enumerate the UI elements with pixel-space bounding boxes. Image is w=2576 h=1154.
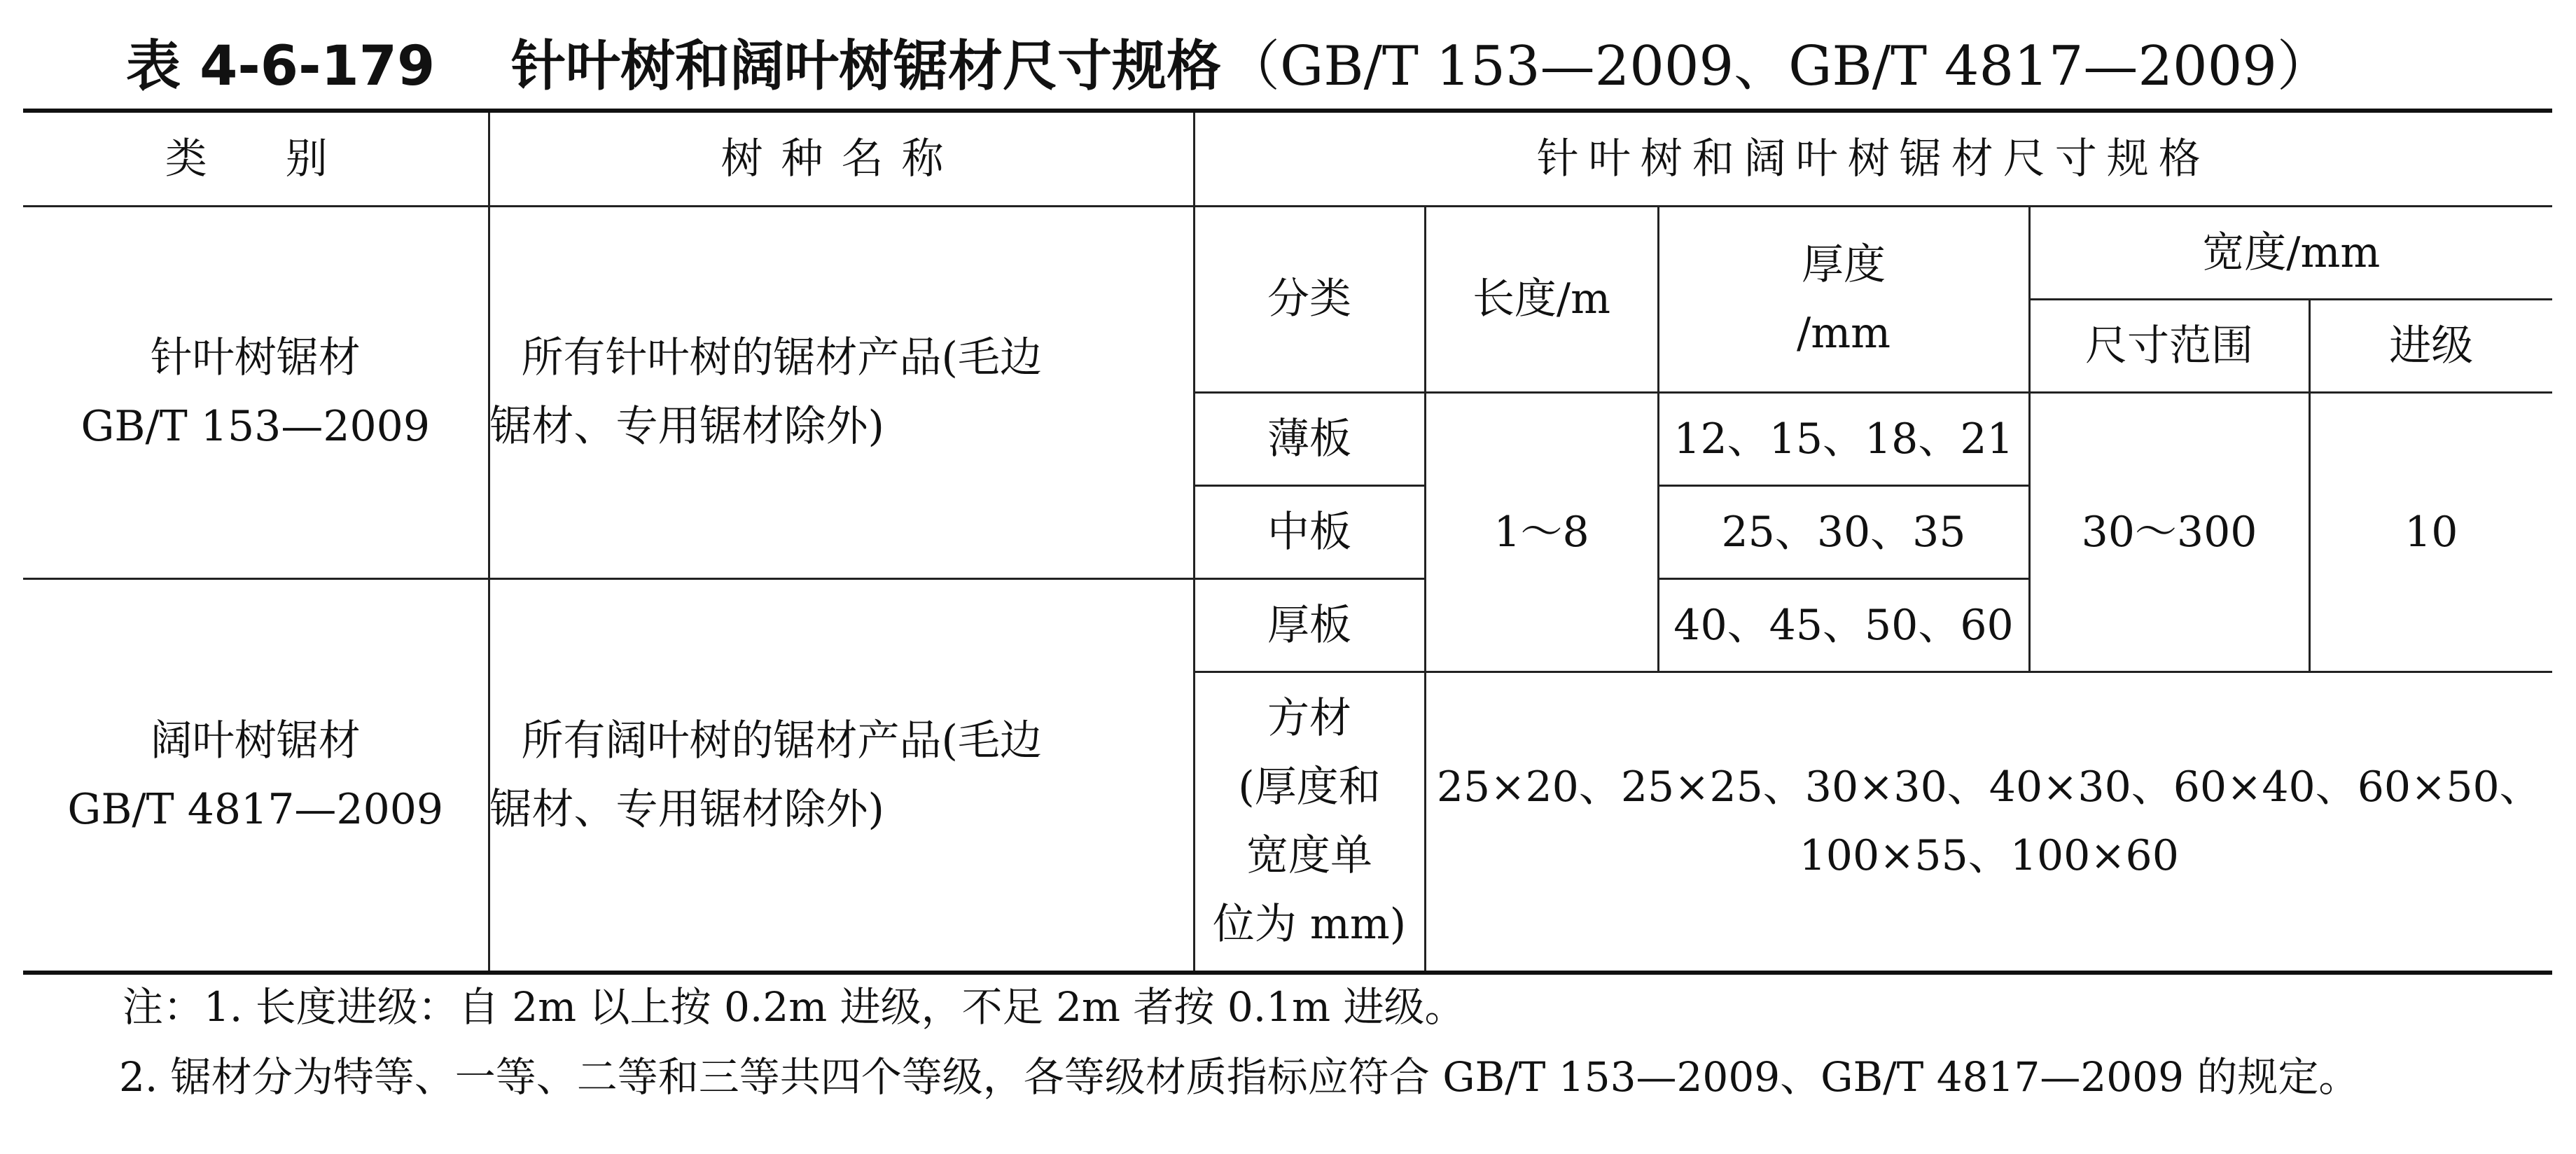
width-increment-value: 10 — [2309, 392, 2552, 672]
note-1: 注：1. 长度进级：自 2m 以上按 0.2m 进级，不足 2m 者按 0.1m 进级。 — [123, 983, 1465, 1031]
thickness-thin-board: 12、15、18、21 — [1658, 392, 2029, 485]
class-thick-board: 厚板 — [1194, 578, 1425, 672]
table-notes — [119, 972, 2559, 1101]
species-hardwood: 所有阔叶树的锯材产品(毛边 锯材、专用锯材除外) — [489, 578, 1194, 973]
table-caption — [28, 21, 2549, 112]
subheader-thickness: 厚度 /mm — [1658, 206, 2029, 392]
table-number: 表 4-6-179 — [126, 35, 436, 98]
header-species: 树种名称 — [489, 111, 1194, 206]
class-medium-board: 中板 — [1194, 485, 1425, 578]
width-range-value: 30～300 — [2029, 392, 2309, 672]
length-value: 1～8 — [1425, 392, 1658, 672]
table-standards: （GB/T 153—2009、GB/T 4817—2009） — [1225, 35, 2332, 98]
subheader-width: 宽度/mm — [2029, 206, 2552, 299]
class-square-timber: 方材 (厚度和 宽度单 位为 mm) — [1194, 672, 1425, 973]
category-softwood: 针叶树锯材 GB/T 153—2009 — [23, 206, 489, 578]
subheader-size-range: 尺寸范围 — [2029, 299, 2309, 392]
lumber-size-table — [23, 109, 2552, 975]
square-timber-sizes: 25×20、25×25、30×30、40×30、60×40、60×50、 100×55、100×60 — [1425, 672, 2552, 973]
class-thin-board: 薄板 — [1194, 392, 1425, 485]
subheader-classification: 分类 — [1194, 206, 1425, 392]
subheader-length: 长度/m — [1425, 206, 1658, 392]
note-2: 2. 锯材分为特等、一等、二等和三等共四个等级，各等级材质指标应符合 GB/T 153—2009、GB/T 4817—2009 的规定。 — [119, 1053, 2360, 1101]
thickness-thick-board: 40、45、50、60 — [1658, 578, 2029, 672]
species-softwood: 所有针叶树的锯材产品(毛边 锯材、专用锯材除外) — [489, 206, 1194, 578]
category-hardwood: 阔叶树锯材 GB/T 4817—2009 — [23, 578, 489, 973]
header-category: 类 别 — [23, 111, 489, 206]
table-title: 针叶树和阔叶树锯材尺寸规格 — [511, 35, 1222, 98]
header-spec: 针叶树和阔叶树锯材尺寸规格 — [1194, 111, 2552, 206]
thickness-medium-board: 25、30、35 — [1658, 485, 2029, 578]
subheader-increment: 进级 — [2309, 299, 2552, 392]
